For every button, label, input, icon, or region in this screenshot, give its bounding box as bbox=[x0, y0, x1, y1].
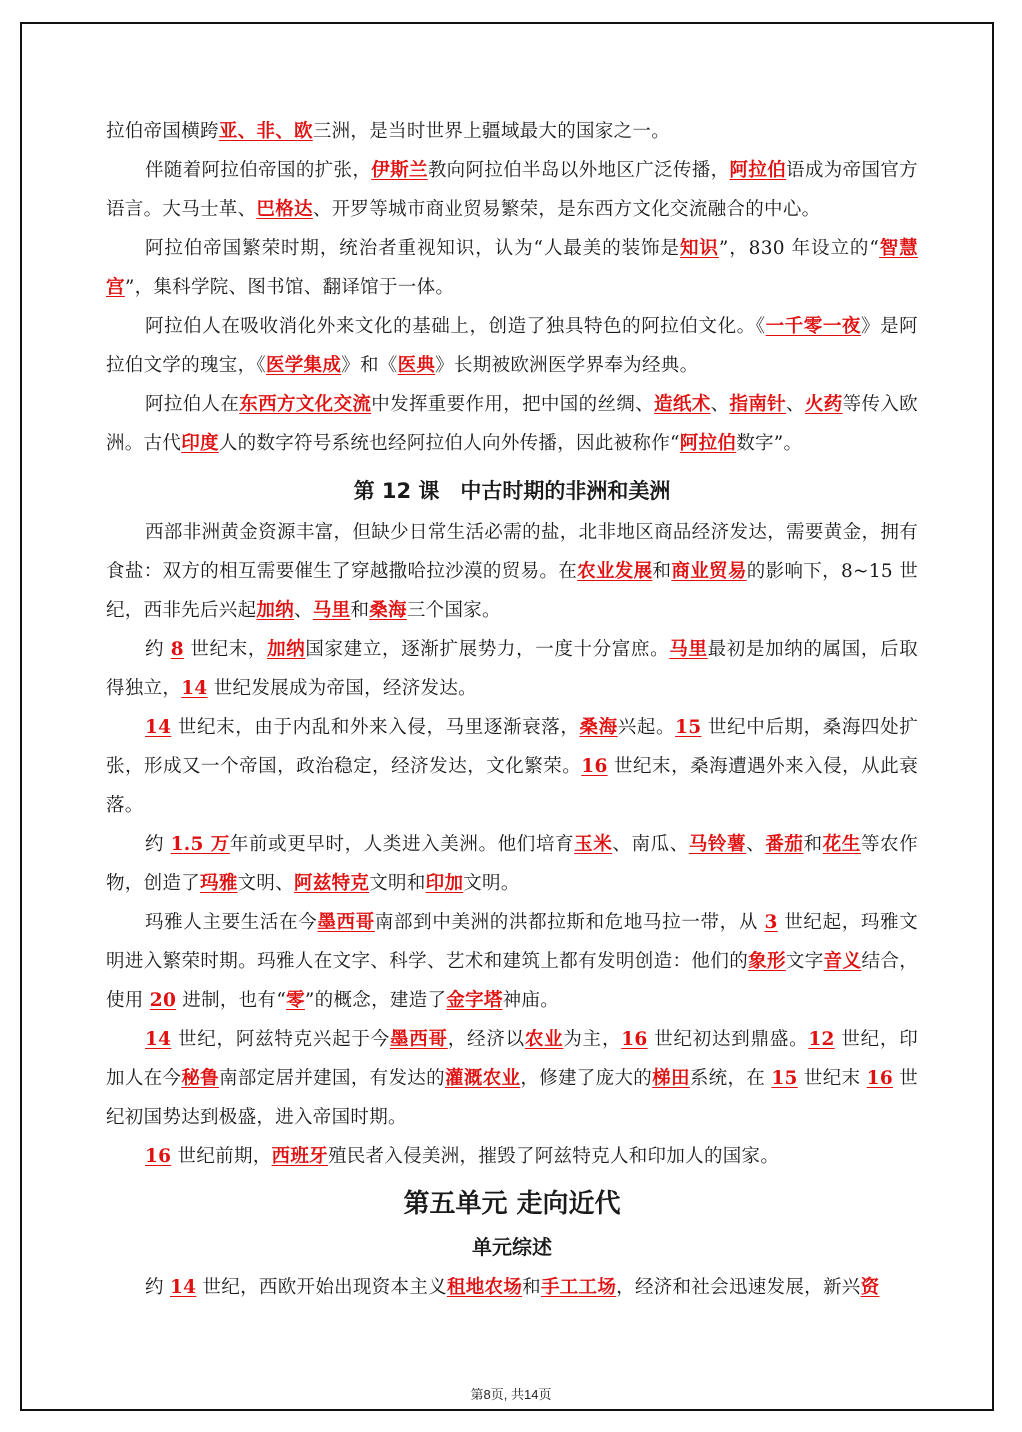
body-text: 和 bbox=[522, 1277, 541, 1298]
answer-keyword: 农业发展 bbox=[577, 561, 653, 582]
answer-keyword: 亚、非、欧 bbox=[218, 121, 313, 142]
answer-keyword: 租地农场 bbox=[446, 1277, 523, 1298]
answer-keyword: 印加 bbox=[425, 873, 464, 894]
paragraph bbox=[106, 112, 918, 151]
answer-keyword: 加纳 bbox=[256, 600, 295, 621]
body-text: 》和《 bbox=[341, 355, 398, 376]
answer-keyword: 3 bbox=[764, 912, 778, 933]
answer-keyword: 指南针 bbox=[729, 394, 787, 415]
body-text: 世纪中后期，桑海四处扩张，形成又一个帝国，政治稳定，经济发达，文化繁荣。 bbox=[106, 717, 918, 777]
body-text: ，修建了庞大的 bbox=[520, 1068, 653, 1089]
body-text: 阿拉伯帝国繁荣时期，统治者重视知识，认为“人最美的装饰是 bbox=[145, 238, 680, 259]
body-text: 等农作物，创造了 bbox=[106, 834, 918, 894]
body-text: 世纪末 bbox=[797, 1068, 867, 1089]
body-text: 的影响下，8~15 世纪，西非先后兴起 bbox=[106, 561, 919, 621]
paragraph bbox=[106, 708, 918, 825]
body-text: 、 bbox=[294, 600, 313, 621]
paragraph bbox=[106, 903, 918, 1020]
answer-keyword: 伊斯兰 bbox=[371, 160, 428, 181]
answer-keyword: 14 bbox=[145, 1029, 172, 1050]
answer-keyword: 象形 bbox=[748, 951, 786, 972]
answer-keyword: 西班牙 bbox=[271, 1146, 328, 1167]
body-text: 约 bbox=[145, 834, 171, 855]
body-text: 教向阿拉伯半岛以外地区广泛传播， bbox=[427, 160, 730, 181]
body-text: 伴随着阿拉伯帝国的扩张， bbox=[145, 160, 372, 181]
paragraph bbox=[106, 1020, 918, 1137]
paragraph bbox=[106, 513, 918, 630]
answer-keyword: 马铃薯 bbox=[688, 834, 747, 855]
answer-keyword: 加纳 bbox=[267, 639, 306, 660]
body-text: 数字”。 bbox=[736, 433, 803, 454]
page-number: 第8页, 共14页 bbox=[470, 1387, 552, 1402]
body-text: 文明和 bbox=[369, 873, 426, 894]
body-text: 南部定居并建国，有发达的 bbox=[219, 1068, 445, 1089]
answer-keyword: 玉米 bbox=[574, 834, 613, 855]
answer-keyword: 手工工场 bbox=[540, 1277, 617, 1298]
body-text: 玛雅人主要生活在今 bbox=[145, 912, 318, 933]
paragraph bbox=[106, 825, 918, 903]
paragraph bbox=[106, 1137, 918, 1176]
answer-keyword: 音义 bbox=[823, 951, 862, 972]
answer-keyword: 资 bbox=[860, 1277, 880, 1298]
body-text: 世纪，西欧开始出现资本主义 bbox=[196, 1277, 447, 1298]
answer-keyword: 智慧宫 bbox=[106, 238, 918, 298]
answer-keyword: 14 bbox=[169, 1277, 197, 1298]
body-text: 、 bbox=[710, 394, 730, 415]
answer-keyword: 一千零一夜 bbox=[765, 316, 862, 337]
answer-keyword: 农业 bbox=[524, 1029, 564, 1050]
answer-keyword: 墨西哥 bbox=[389, 1029, 448, 1050]
answer-keyword: 16 bbox=[621, 1029, 648, 1050]
body-text: 约 bbox=[145, 639, 171, 660]
paragraph bbox=[106, 307, 918, 385]
body-text: 南部到中美洲的洪都拉斯和危地马拉一带，从 bbox=[374, 912, 765, 933]
answer-keyword: 秘鲁 bbox=[181, 1068, 219, 1089]
body-text: 拉伯帝国横跨 bbox=[106, 121, 219, 142]
answer-keyword: 零 bbox=[286, 990, 305, 1011]
answer-keyword: 14 bbox=[181, 678, 208, 699]
answer-keyword: 马里 bbox=[669, 639, 708, 660]
answer-keyword: 1.5 万 bbox=[170, 834, 230, 855]
answer-keyword: 梯田 bbox=[652, 1068, 690, 1089]
body-text: 世纪末，桑海遭遇外来入侵，从此衰落。 bbox=[106, 756, 918, 816]
body-text: 三洲，是当时世界上疆域最大的国家之一。 bbox=[312, 121, 671, 142]
body-text: 西部非洲黄金资源丰富，但缺少日常生活必需的盐，北非地区商品经济发达，需要黄金，拥有食盐：双方的相互需要催生了穿越撒哈拉沙漠的贸易。在 bbox=[106, 522, 918, 582]
body-text: 世纪前期， bbox=[171, 1146, 272, 1167]
body-text: 阿拉伯人在 bbox=[145, 394, 240, 415]
answer-keyword: 番茄 bbox=[765, 834, 804, 855]
body-text: 进制，也有“ bbox=[176, 990, 287, 1011]
answer-keyword: 墨西哥 bbox=[317, 912, 375, 933]
answer-keyword: 医学集成 bbox=[265, 355, 342, 376]
body-text: 为主， bbox=[563, 1029, 622, 1050]
section-heading: 单元综述 bbox=[472, 1235, 552, 1259]
body-text: 国家建立，逐渐扩展势力，一度十分富庶。 bbox=[305, 639, 670, 660]
body-text: 等传入欧洲。古代 bbox=[106, 394, 918, 454]
paragraph bbox=[106, 1268, 918, 1307]
answer-keyword: 8 bbox=[170, 639, 184, 660]
answer-keyword: 医典 bbox=[397, 355, 436, 376]
body-text: 》是阿拉伯文学的瑰宝，《 bbox=[106, 316, 918, 376]
body-text: 神庙。 bbox=[502, 990, 560, 1011]
answer-keyword: 16 bbox=[581, 756, 608, 777]
body-text: 约 bbox=[145, 1277, 170, 1298]
body-text: 年前或更早时，人类进入美洲。他们培育 bbox=[229, 834, 575, 855]
answer-keyword: 阿兹特克 bbox=[294, 873, 370, 894]
body-text: 语成为帝国官方语言。大马士革、 bbox=[106, 160, 918, 220]
body-text: 、南瓜、 bbox=[612, 834, 689, 855]
body-text: 文字 bbox=[785, 951, 824, 972]
body-text: 世纪末，由于内乱和外来入侵，马里逐渐衰落， bbox=[171, 717, 580, 738]
body-text: 世纪末， bbox=[183, 639, 268, 660]
body-text: 世纪起，玛雅文明进入繁荣时期。玛雅人在文字、科学、艺术和建筑上都有发明创造：他们的 bbox=[106, 912, 918, 972]
lesson-heading: 第 12 课 中古时期的非洲和美洲 bbox=[353, 479, 671, 503]
answer-keyword: 20 bbox=[149, 990, 177, 1011]
body-text: ”，830 年设立的“ bbox=[718, 238, 880, 259]
body-text: 殖民者入侵美洲，摧毁了阿兹特克人和印加人的国家。 bbox=[327, 1146, 780, 1167]
body-text: 结合，使用 bbox=[106, 951, 919, 1011]
unit-heading: 第五单元 走向近代 bbox=[403, 1189, 621, 1219]
answer-keyword: 15 bbox=[675, 717, 702, 738]
body-text: 世纪发展成为帝国，经济发达。 bbox=[207, 678, 477, 699]
paragraph bbox=[106, 151, 918, 229]
body-text: 系统，在 bbox=[689, 1068, 772, 1089]
answer-keyword: 16 bbox=[866, 1068, 893, 1089]
body-text: 文明、 bbox=[237, 873, 295, 894]
body-text: 阿拉伯人在吸收消化外来文化的基础上，创造了独具特色的阿拉伯文化。《 bbox=[145, 316, 766, 337]
answer-keyword: 马里 bbox=[312, 600, 351, 621]
body-text: 世纪，阿兹特克兴起于今 bbox=[171, 1029, 390, 1050]
body-text: 最初是加纳的属国，后取得独立， bbox=[106, 639, 918, 699]
answer-keyword: 阿拉伯 bbox=[679, 433, 737, 454]
body-text: 、 bbox=[786, 394, 805, 415]
body-text: 、 bbox=[746, 834, 766, 855]
answer-keyword: 16 bbox=[145, 1146, 172, 1167]
body-text: 世纪初国势达到极盛，进入帝国时期。 bbox=[106, 1068, 919, 1128]
body-text: 人的数字符号系统也经阿拉伯人向外传播，因此被称作“ bbox=[218, 433, 680, 454]
body-text: 文明。 bbox=[463, 873, 520, 894]
answer-keyword: 灌溉农业 bbox=[444, 1068, 521, 1089]
body-text: 和 bbox=[350, 600, 370, 621]
body-text: 世纪初达到鼎盛。 bbox=[647, 1029, 809, 1050]
answer-keyword: 火药 bbox=[804, 394, 843, 415]
answer-keyword: 金字塔 bbox=[446, 990, 503, 1011]
body-text: ，经济和社会迅速发展，新兴 bbox=[616, 1277, 861, 1298]
body-text: ”，集科学院、图书馆、翻译馆于一体。 bbox=[124, 277, 455, 298]
answer-keyword: 14 bbox=[145, 717, 172, 738]
paragraph bbox=[106, 630, 918, 708]
answer-keyword: 造纸术 bbox=[654, 394, 711, 415]
answer-keyword: 东西方文化交流 bbox=[239, 394, 372, 415]
body-text: 和 bbox=[803, 834, 823, 855]
answer-keyword: 15 bbox=[771, 1068, 798, 1089]
body-text: ，经济以 bbox=[447, 1029, 525, 1050]
body-text: 》长期被欧洲医学界奉为经典。 bbox=[435, 355, 699, 376]
body-text: 、开罗等城市商业贸易繁荣，是东西方文化交流融合的中心。 bbox=[312, 199, 821, 220]
answer-keyword: 商业贸易 bbox=[671, 561, 747, 582]
answer-keyword: 桑海 bbox=[369, 600, 407, 621]
body-text: ”的概念，建造了 bbox=[304, 990, 447, 1011]
page-content bbox=[106, 112, 918, 1307]
answer-keyword: 花生 bbox=[822, 834, 861, 855]
body-text: 中发挥重要作用，把中国的丝绸、 bbox=[371, 394, 655, 415]
answer-keyword: 桑海 bbox=[579, 717, 618, 738]
answer-keyword: 12 bbox=[808, 1029, 835, 1050]
body-text: 三个国家。 bbox=[406, 600, 501, 621]
answer-keyword: 知识 bbox=[679, 238, 719, 259]
answer-keyword: 印度 bbox=[181, 433, 219, 454]
body-text: 兴起。 bbox=[617, 717, 676, 738]
body-text: 和 bbox=[652, 561, 672, 582]
answer-keyword: 阿拉伯 bbox=[729, 160, 787, 181]
paragraph bbox=[106, 385, 918, 463]
answer-keyword: 玛雅 bbox=[200, 873, 238, 894]
paragraph bbox=[106, 229, 918, 307]
body-text: 世纪，印加人在今 bbox=[106, 1029, 918, 1089]
answer-keyword: 巴格达 bbox=[256, 199, 313, 220]
